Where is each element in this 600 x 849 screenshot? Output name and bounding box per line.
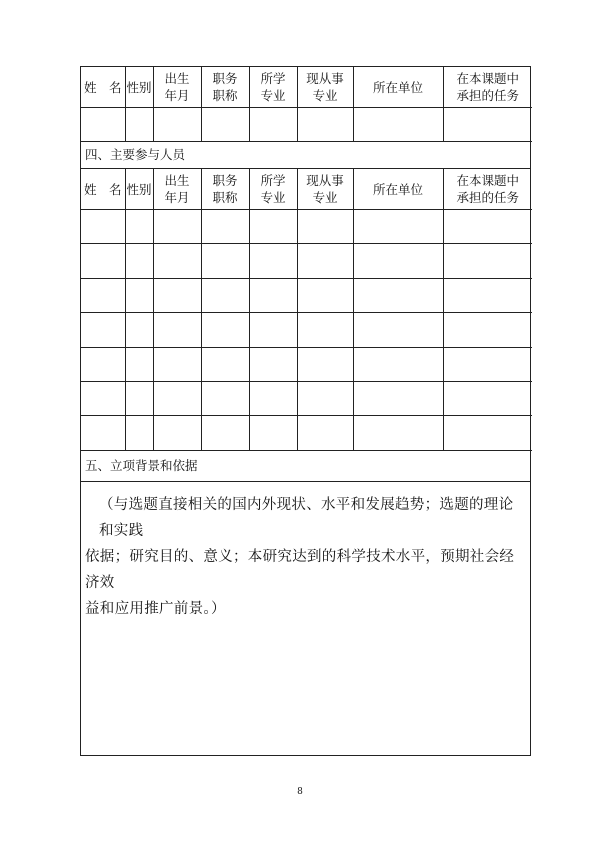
table-cell[interactable] bbox=[125, 347, 153, 381]
table-cell[interactable] bbox=[297, 347, 353, 381]
table-cell[interactable] bbox=[153, 347, 201, 381]
header-title: 职务 职称 bbox=[201, 67, 249, 108]
table-row bbox=[81, 381, 532, 415]
table-cell[interactable] bbox=[201, 381, 249, 415]
table-cell[interactable] bbox=[125, 108, 153, 142]
table-cell[interactable] bbox=[81, 416, 125, 450]
table-row bbox=[81, 244, 532, 278]
header-unit: 所在单位 bbox=[353, 169, 443, 210]
table-cell[interactable] bbox=[353, 381, 443, 415]
guidance-line-2: 依据；研究目的、意义；本研究达到的科学技术水平，预期社会经济效 bbox=[85, 548, 515, 591]
table-cell[interactable] bbox=[297, 381, 353, 415]
header-task: 在本课题中 承担的任务 bbox=[443, 169, 532, 210]
header-birth: 出生 年月 bbox=[153, 67, 201, 108]
table-row bbox=[81, 108, 532, 142]
table-cell[interactable] bbox=[201, 347, 249, 381]
header-title: 职务 职称 bbox=[201, 169, 249, 210]
table-cell[interactable] bbox=[153, 313, 201, 347]
header-unit: 所在单位 bbox=[353, 67, 443, 108]
header-gender: 性别 bbox=[125, 169, 153, 210]
table-cell[interactable] bbox=[249, 347, 297, 381]
header-major: 所学 专业 bbox=[249, 67, 297, 108]
table-cell[interactable] bbox=[249, 381, 297, 415]
table-cell[interactable] bbox=[81, 347, 125, 381]
table-cell[interactable] bbox=[353, 347, 443, 381]
page-number: 8 bbox=[297, 787, 303, 797]
section-5-title: 五、立项背景和依据 bbox=[81, 451, 530, 482]
table-cell[interactable] bbox=[201, 210, 249, 244]
table-row bbox=[81, 313, 532, 347]
header-major: 所学 专业 bbox=[249, 169, 297, 210]
table-cell[interactable] bbox=[443, 210, 532, 244]
header-gender: 性别 bbox=[125, 67, 153, 108]
table-cell[interactable] bbox=[153, 108, 201, 142]
header-name: 姓 名 bbox=[81, 169, 125, 210]
table-cell[interactable] bbox=[81, 278, 125, 312]
table-cell[interactable] bbox=[443, 416, 532, 450]
table-cell[interactable] bbox=[297, 210, 353, 244]
table-cell[interactable] bbox=[201, 244, 249, 278]
table-cell[interactable] bbox=[443, 278, 532, 312]
table-cell[interactable] bbox=[297, 244, 353, 278]
table-cell[interactable] bbox=[201, 278, 249, 312]
table-cell[interactable] bbox=[81, 244, 125, 278]
table-cell[interactable] bbox=[297, 313, 353, 347]
table-cell[interactable] bbox=[249, 416, 297, 450]
table-row bbox=[81, 347, 532, 381]
table-cell[interactable] bbox=[443, 381, 532, 415]
personnel-table-top bbox=[81, 67, 532, 142]
header-birth: 出生 年月 bbox=[153, 169, 201, 210]
table-cell[interactable] bbox=[153, 210, 201, 244]
table-cell[interactable] bbox=[353, 278, 443, 312]
table-cell[interactable] bbox=[353, 108, 443, 142]
table-cell[interactable] bbox=[353, 416, 443, 450]
table-cell[interactable] bbox=[81, 108, 125, 142]
table-row bbox=[81, 210, 532, 244]
section-5-guidance[interactable] bbox=[81, 482, 530, 622]
table-cell[interactable] bbox=[125, 313, 153, 347]
table-cell[interactable] bbox=[81, 313, 125, 347]
table-cell[interactable] bbox=[353, 244, 443, 278]
table-cell[interactable] bbox=[81, 381, 125, 415]
table-cell[interactable] bbox=[443, 108, 532, 142]
table-cell[interactable] bbox=[153, 278, 201, 312]
table-cell[interactable] bbox=[125, 381, 153, 415]
table-cell[interactable] bbox=[201, 313, 249, 347]
table-cell[interactable] bbox=[201, 108, 249, 142]
table-cell[interactable] bbox=[81, 210, 125, 244]
table-cell[interactable] bbox=[443, 244, 532, 278]
table-cell[interactable] bbox=[443, 347, 532, 381]
table-cell[interactable] bbox=[125, 210, 153, 244]
table-cell[interactable] bbox=[153, 381, 201, 415]
table-cell[interactable] bbox=[125, 244, 153, 278]
table-cell[interactable] bbox=[125, 416, 153, 450]
table-cell[interactable] bbox=[201, 416, 249, 450]
section-4-title: 四、主要参与人员 bbox=[81, 142, 530, 169]
table-header-row bbox=[81, 169, 532, 210]
table-cell[interactable] bbox=[353, 313, 443, 347]
table-cell[interactable] bbox=[153, 416, 201, 450]
table-row bbox=[81, 416, 532, 450]
guidance-line-1: （与选题直接相关的国内外现状、水平和发展趋势；选题的理论和实践 bbox=[99, 496, 514, 539]
table-header-row bbox=[81, 67, 532, 108]
header-name: 姓 名 bbox=[81, 67, 125, 108]
header-current-field: 现从事 专业 bbox=[297, 67, 353, 108]
table-cell[interactable] bbox=[249, 313, 297, 347]
table-cell[interactable] bbox=[443, 313, 532, 347]
table-cell[interactable] bbox=[297, 278, 353, 312]
table-cell[interactable] bbox=[249, 244, 297, 278]
table-cell[interactable] bbox=[297, 416, 353, 450]
table-cell[interactable] bbox=[353, 210, 443, 244]
table-cell[interactable] bbox=[153, 244, 201, 278]
application-form bbox=[80, 66, 531, 756]
header-task: 在本课题中 承担的任务 bbox=[443, 67, 532, 108]
table-row bbox=[81, 278, 532, 312]
table-cell[interactable] bbox=[249, 108, 297, 142]
personnel-table-main bbox=[81, 169, 532, 451]
table-cell[interactable] bbox=[249, 278, 297, 312]
header-current-field: 现从事 专业 bbox=[297, 169, 353, 210]
table-cell[interactable] bbox=[297, 108, 353, 142]
table-cell[interactable] bbox=[125, 278, 153, 312]
guidance-line-3: 益和应用推广前景。） bbox=[85, 600, 226, 617]
table-cell[interactable] bbox=[249, 210, 297, 244]
